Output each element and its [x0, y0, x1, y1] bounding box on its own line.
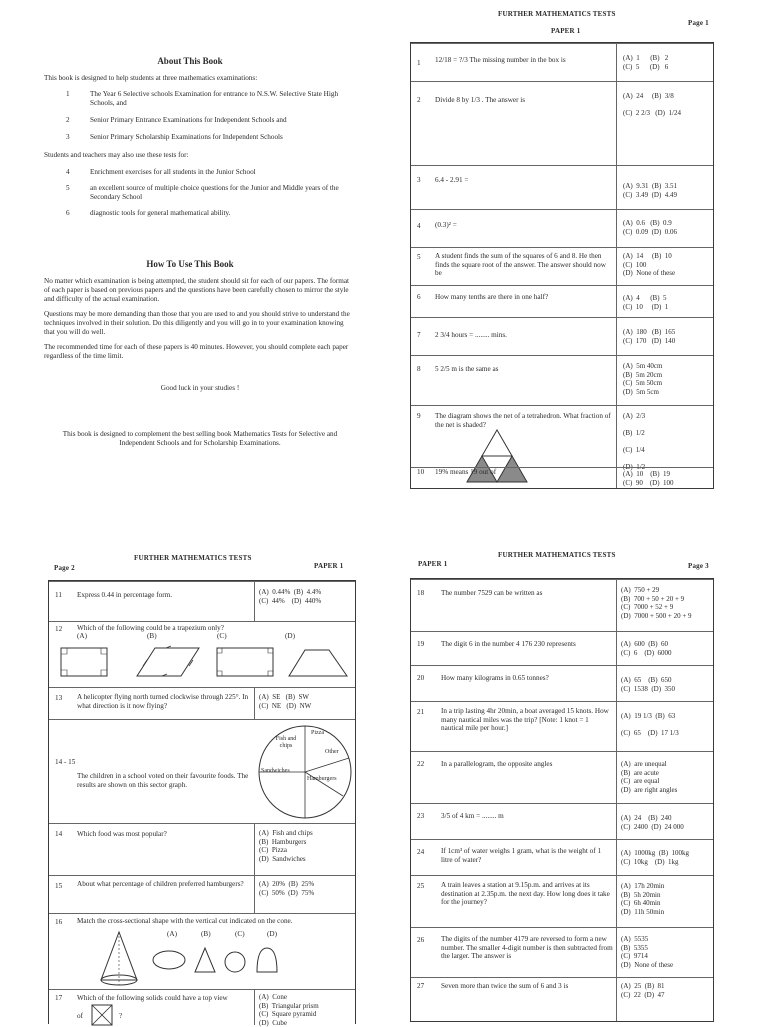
question-table-page1	[410, 42, 714, 489]
question-text: A train leaves a station at 9.15p.m. and arrives at its destination at 2.35p.m. the next day. How long does it take for the journey?	[441, 881, 610, 907]
complement-note: This book is designed to complement the best selling book Mathematics Tests for Selective and Independent Schools and for Scholarship Examinations.	[62, 430, 338, 447]
about-item-text: Enrichment exercises for all students in the Junior School	[90, 168, 256, 176]
question-number: 26	[417, 936, 425, 944]
question-text: A helicopter flying north turned clockwise through 225°. In what direction is it now flying?	[77, 693, 249, 710]
answer-options: (A) 14 (B) 10 (C) 100 (D) None of these	[623, 252, 676, 278]
shape-label: (B)	[147, 632, 157, 640]
answer-options: (A) 1000kg (B) 100kg (C) 10kg (D) 1kg	[621, 849, 690, 866]
sector-label: Pizza	[311, 730, 324, 736]
answer-options: (A) 24 (B) 240 (C) 2400 (D) 24 000	[621, 814, 684, 831]
howto-paragraph: The recommended time for each of these papers is 40 minutes. However, you should complete each paper regardless of the time limit.	[44, 343, 349, 360]
answer-options: (A) 10 (B) 19 (C) 90 (D) 100	[623, 470, 674, 487]
series-title: FURTHER MATHEMATICS TESTS	[498, 551, 616, 559]
question-number: 24	[417, 848, 425, 856]
question-text: Divide 8 by 1/3 . The answer is	[435, 96, 526, 104]
question-text: Which of the following solids could have a top view	[77, 994, 228, 1002]
answer-options: (A) 750 + 29 (B) 700 + 50 + 20 + 9 (C) 7000 + 52 + 9 (D) 7000 + 500 + 20 + 9	[621, 586, 692, 620]
answer-options: (A) 2/3 (B) 1/2 (C) 1/4 (D) 1/2	[623, 412, 646, 472]
question-text: The children in a school voted on their favourite foods. The results are shown on this sector graph.	[77, 772, 249, 789]
howto-paragraph: Questions may be more demanding than those that you are used to and you should strive to understand the techniques involved in their solution. Do this diligently and you will go in to your examination knowing that you will do well.	[44, 310, 350, 336]
answer-options: (A) 19 1/3 (B) 63 (C) 65 (D) 17 1/3	[621, 712, 679, 738]
answer-options: (A) 4 (B) 5 (C) 10 (D) 1	[623, 294, 669, 311]
question-text: Match the cross-sectional shape with the vertical cut indicated on the cone.	[77, 917, 293, 925]
sector-label: Hamburgers	[307, 776, 337, 782]
question-text: The digit 6 in the number 4 176 230 represents	[441, 640, 576, 648]
question-number: 17	[55, 994, 63, 1002]
about-intro: This book is designed to help students at three mathematics examinations:	[44, 74, 258, 82]
question-number: 16	[55, 918, 63, 926]
answer-options: (A) 24 (B) 3/8 (C) 2 2/3 (D) 1/24	[623, 92, 681, 118]
question-row	[411, 209, 713, 248]
about-item-text: The Year 6 Selective schools Examination for entrance to N.S.W. Selective State High Schools, and	[90, 90, 339, 107]
question-number: 25	[417, 882, 425, 890]
question-row	[49, 719, 355, 824]
about-item-text: Senior Primary Scholarship Examinations for Independent Schools	[90, 133, 283, 141]
question-table-page2	[48, 580, 356, 1027]
question-row	[49, 687, 355, 720]
question-text: How many tenths are there in one half?	[435, 293, 549, 301]
question-number: 1	[417, 59, 421, 67]
question-row	[411, 467, 713, 491]
question-row	[49, 621, 355, 688]
sector-label: Other	[325, 749, 339, 755]
question-number: 10	[417, 468, 425, 476]
question-number: 22	[417, 760, 425, 768]
question-number: 7	[417, 331, 421, 339]
shape-label: (A)	[167, 930, 177, 938]
question-number: 18	[417, 589, 425, 597]
good-luck: Good luck in your studies !	[160, 384, 240, 392]
question-row	[411, 165, 713, 210]
answer-options: (A) Cone (B) Triangular prism (C) Square pyramid (D) Cube	[259, 993, 319, 1027]
about-also: Students and teachers may also use these tests for:	[44, 151, 189, 159]
answer-options: (A) 5m 40cm (B) 5m 20cm (C) 5m 50cm (D) 5m 5cm	[623, 362, 663, 396]
answer-options: (A) 20% (B) 25% (C) 50% (D) 75%	[259, 880, 315, 897]
question-number: 12	[55, 625, 63, 633]
series-title: FURTHER MATHEMATICS TESTS	[134, 554, 252, 562]
question-row	[411, 665, 713, 702]
paper-label: PAPER 1	[551, 27, 581, 35]
question-text: Which of the following could be a trapezium only?	[77, 624, 224, 632]
about-item-num: 2	[66, 116, 70, 124]
sector-label: Fish and chips	[275, 736, 297, 750]
question-text: The digits of the number 4179 are reversed to form a new number. The smaller 4-digit number is then subtracted from the larger. The answer is	[441, 935, 613, 961]
question-text: If 1cm³ of water weighs 1 gram, what is the weight of 1 litre of water?	[441, 847, 602, 864]
question-number: 15	[55, 882, 63, 890]
about-item-text: Senior Primary Entrance Examinations for Independent Schools and	[90, 116, 287, 124]
question-number: 27	[417, 982, 425, 990]
series-title: FURTHER MATHEMATICS TESTS	[498, 10, 616, 18]
question-text: In a trip lasting 4hr 20min, a boat averaged 15 knots. How many nautical miles was the trip? [Note: 1 knot = 1 nautical mile per hour.]	[441, 707, 609, 733]
question-number: 13	[55, 694, 63, 702]
answer-options: (A) Fish and chips (B) Hamburgers (C) Pizza (D) Sandwiches	[259, 829, 313, 863]
paper-label: PAPER 1	[418, 560, 448, 568]
question-row	[411, 631, 713, 666]
shape-label: (B)	[201, 930, 211, 938]
question-text: The number 7529 can be written as	[441, 589, 543, 597]
question-row	[49, 875, 355, 914]
question-row	[411, 317, 713, 356]
question-row	[411, 977, 713, 1024]
question-row	[411, 751, 713, 804]
question-number: 23	[417, 812, 425, 820]
shape-label: (C)	[235, 930, 245, 938]
page-number: Page 2	[54, 564, 75, 572]
question-text: (0.3)² =	[435, 221, 457, 229]
answer-options: (A) 17h 20min (B) 5h 20min (C) 6h 40min (D) 11h 50min	[621, 882, 665, 916]
top-view-square-diagram	[91, 1004, 113, 1026]
answer-options: (A) 0.44% (B) 4.4% (C) 44% (D) 440%	[259, 588, 322, 605]
howto-title: How To Use This Book	[146, 259, 234, 269]
question-row	[49, 989, 355, 1026]
question-row	[411, 285, 713, 318]
question-number: 19	[417, 640, 425, 648]
question-mark: ?	[119, 1012, 123, 1020]
shape-label: (D)	[267, 930, 277, 938]
question-row	[49, 823, 355, 876]
question-number: 11	[55, 591, 62, 599]
question-number: 14	[55, 830, 63, 838]
question-number: 6	[417, 293, 421, 301]
question-number: 9	[417, 412, 421, 420]
question-text: 5 2/5 m is the same as	[435, 365, 499, 373]
question-number: 3	[417, 176, 421, 184]
question-number: 21	[417, 708, 425, 716]
question-text: The diagram shows the net of a tetrahedron. What fraction of the net is shaded?	[435, 412, 611, 429]
question-text: 2 3/4 hours = ........ mins.	[435, 331, 507, 339]
of-label: of	[77, 1012, 83, 1020]
question-row	[411, 355, 713, 406]
question-row	[411, 839, 713, 876]
answer-options: (A) 5535 (B) 5355 (C) 9714 (D) None of these	[621, 935, 674, 969]
page-number: Page 3	[688, 562, 709, 570]
about-item-num: 1	[66, 90, 70, 98]
howto-paragraph: No matter which examination is being attempted, the student should sit for each of our papers. The format of each paper is based on previous papers and the questions have been carefully chosen to mirror the style and difficulty of the actual examination.	[44, 277, 350, 303]
answer-options: (A) are unequal (B) are acute (C) are equal (D) are right angles	[621, 760, 678, 794]
answer-options: (A) 180 (B) 165 (C) 170 (D) 140	[623, 328, 676, 345]
question-number: 2	[417, 96, 421, 104]
question-text: In a parallelogram, the opposite angles	[441, 760, 553, 768]
answer-options: (A) 65 (B) 650 (C) 1538 (D) 350	[621, 676, 676, 693]
answer-options: (A) 25 (B) 81 (C) 22 (D) 47	[621, 982, 665, 999]
answer-options: (A) 0.6 (B) 0.9 (C) 0.09 (D) 0.06	[623, 219, 678, 236]
quadrilateral-shapes	[57, 642, 357, 686]
question-row	[411, 81, 713, 166]
question-text: About what percentage of children preferred hamburgers?	[77, 880, 244, 888]
answer-options: (A) 1 (B) 2 (C) 5 (D) 6	[623, 54, 669, 71]
question-row	[49, 913, 355, 990]
question-text: 12/18 = ?/3 The missing number in the box is	[435, 56, 566, 64]
question-number: 4	[417, 222, 421, 230]
question-table-page3	[410, 578, 714, 1022]
answer-options: (A) SE (B) SW (C) NE (D) NW	[259, 693, 312, 710]
paper-label: PAPER 1	[314, 562, 344, 570]
shape-label: (D)	[285, 632, 295, 640]
about-item-num: 3	[66, 133, 70, 141]
question-row	[411, 803, 713, 840]
about-item-text: diagnostic tools for general mathematical ability.	[90, 209, 231, 217]
question-number: 14 - 15	[55, 758, 76, 766]
about-item-num: 6	[66, 209, 70, 217]
question-row	[411, 701, 713, 752]
question-text: 19% means 19 out of	[435, 468, 497, 476]
answer-options: (A) 9.31 (B) 3.51 (C) 3.49 (D) 4.49	[623, 182, 678, 199]
question-row	[411, 43, 713, 82]
question-number: 8	[417, 365, 421, 373]
question-text: Express 0.44 in percentage form.	[77, 591, 173, 599]
shape-label: (C)	[217, 632, 227, 640]
about-item-num: 4	[66, 168, 70, 176]
question-text: 6.4 - 2.91 =	[435, 176, 469, 184]
shape-label: (A)	[77, 632, 87, 640]
about-item-text: an excellent source of multiple choice questions for the Junior and Middle years of the Secondary School	[90, 184, 339, 201]
about-item-num: 5	[66, 184, 70, 192]
question-text: A student finds the sum of the squares of 6 and 8. He then finds the square root of the answer. The answer should now be	[435, 252, 606, 278]
question-text: Which food was most popular?	[77, 830, 167, 838]
page-number: Page 1	[688, 19, 709, 27]
question-row	[49, 581, 355, 622]
answer-options: (A) 600 (B) 60 (C) 6 (D) 6000	[621, 640, 672, 657]
question-row	[411, 579, 713, 632]
question-number: 20	[417, 674, 425, 682]
sector-label: Sandwiches	[261, 768, 290, 774]
question-row	[411, 875, 713, 928]
about-title: About This Book	[157, 56, 223, 66]
question-text: Seven more than twice the sum of 6 and 3 is	[441, 982, 569, 990]
question-text: How many kilograms in 0.65 tonnes?	[441, 674, 549, 682]
question-row	[411, 927, 713, 978]
question-text: 3/5 of 4 km = ........ m	[441, 812, 504, 820]
question-number: 5	[417, 253, 421, 261]
cone-cross-sections	[97, 930, 287, 988]
question-row	[411, 247, 713, 286]
